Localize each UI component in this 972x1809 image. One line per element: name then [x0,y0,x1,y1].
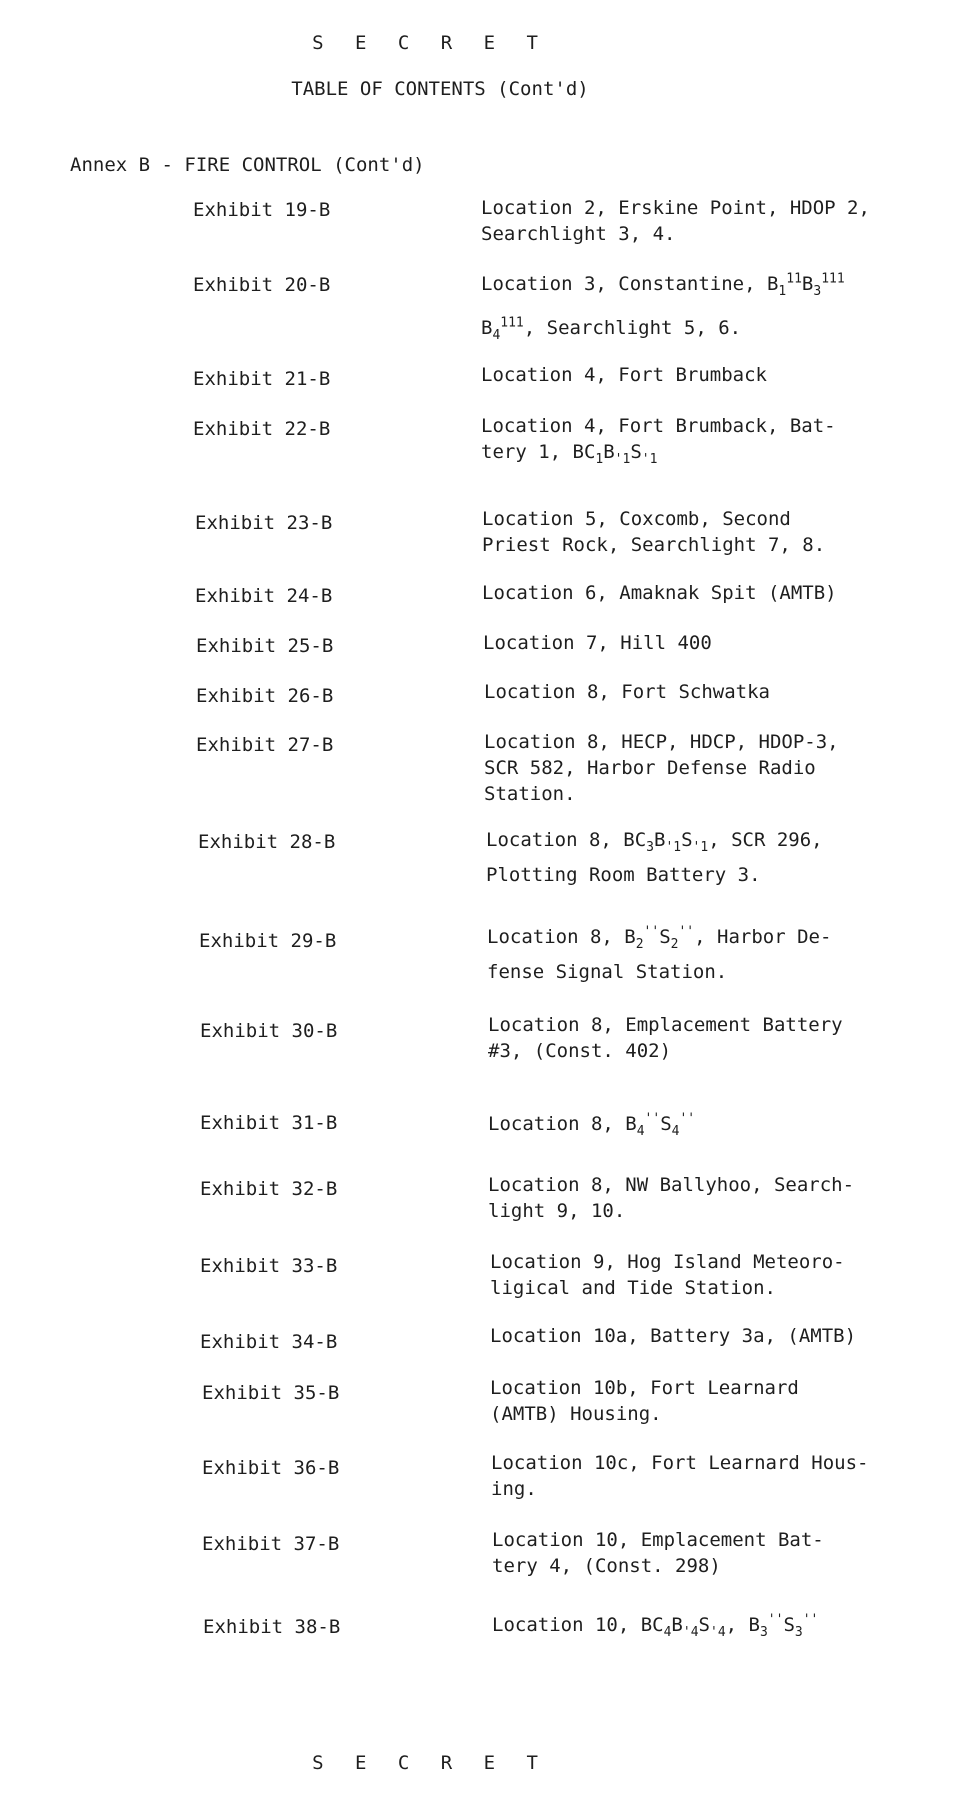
superscript: 111 [500,315,524,331]
superscript: 111 [821,271,845,287]
exhibit-label: Exhibit 33-B [200,1255,338,1277]
exhibit-description [492,1603,912,1647]
exhibit-description [482,506,902,558]
exhibit-description [484,679,904,705]
exhibit-description [490,1375,910,1427]
description-line: Location 2, Erskine Point, HDOP 2, [481,197,870,219]
exhibit-description [491,1450,911,1502]
subscript: 3 [759,1624,768,1640]
exhibit-label: Exhibit 27-B [196,734,334,756]
description-text: tery 1, BC [481,441,596,463]
exhibit-description [492,1527,912,1579]
exhibit-description [481,262,901,350]
description-text: B [801,273,814,295]
subscript: 1 [595,451,604,467]
exhibit-description [481,195,901,247]
subscript: 2 [670,936,679,952]
exhibit-label: Exhibit 36-B [202,1457,340,1479]
exhibit-description [488,1012,908,1064]
description-line: Location 4, Fort Brumback [481,364,767,386]
exhibit-label: Exhibit 28-B [198,831,336,853]
exhibit-label: Exhibit 25-B [196,635,334,657]
exhibit-label: Exhibit 22-B [193,418,331,440]
description-line: Station. [484,783,576,805]
exhibit-label: Exhibit 32-B [200,1178,338,1200]
description-text: Location 8, BC [486,829,647,851]
description-text: Location 8, B [488,1113,637,1135]
description-line: (AMTB) Housing. [490,1403,662,1425]
subscript: '1 [641,451,658,467]
description-line: Location 9, Hog Island Meteoro- [490,1251,845,1273]
description-line: fense Signal Station. [487,961,728,983]
exhibit-label: Exhibit 30-B [200,1020,338,1042]
subscript: 1 [778,283,787,299]
superscript: '' [679,1111,696,1127]
description-line: Priest Rock, Searchlight 7, 8. [482,534,826,556]
subscript: '1 [665,839,682,855]
description-text: , SCR 296, [708,829,823,851]
exhibit-label: Exhibit 35-B [202,1382,340,1404]
page-title: TABLE OF CONTENTS (Cont'd) [291,78,589,100]
superscript: '' [802,1612,819,1628]
subscript: 4 [671,1123,680,1139]
superscript: '' [767,1612,784,1628]
subscript: ' [682,1624,691,1640]
subscript: 3 [794,1624,803,1640]
exhibit-description [490,1249,910,1301]
description-text: , Harbor De- [694,926,832,948]
exhibit-label: Exhibit 19-B [193,199,331,221]
annex-heading: Annex B - FIRE CONTROL (Cont'd) [70,154,425,176]
exhibit-description [488,1172,908,1224]
subscript: '1 [692,839,709,855]
description-line [481,306,901,350]
classification-bottom: S E C R E T [312,1752,548,1774]
description-line: Location 10, $BC_4B_{'4}S_{'4}$, $B_3''S_3''$ [492,1612,819,1640]
subscript: 3 [813,283,822,299]
description-line: Location 8, HECP, HDCP, HDOP-3, [484,731,839,753]
description-line: Location 10, Emplacement Bat- [492,1529,824,1551]
description-line: SCR 582, Harbor Defense Radio [484,757,816,779]
subscript: '1 [614,451,631,467]
subscript: 4 [663,1624,672,1640]
exhibit-description [484,729,904,807]
subscript: 4 [690,1624,699,1640]
description-line: ligical and Tide Station. [490,1277,776,1299]
exhibit-description [481,362,901,388]
exhibit-description [490,1323,910,1349]
description-text: Location 3, Constantine, B [481,273,779,295]
description-text: B [481,317,493,339]
description-line: Location 8, NW Ballyhoo, Search- [488,1174,855,1196]
subscript: 4 [636,1123,645,1139]
description-line: Location 8, $BC_3B_{'1}S_{'1}$, SCR 296, [486,829,823,855]
exhibit-description [488,1102,908,1146]
superscript: 11 [786,271,802,287]
subscript: 3 [646,839,654,855]
description-line: Location 7, Hill 400 [483,632,712,654]
description-line: Location 10c, Fort Learnard Hous- [491,1452,869,1474]
subscript: 2 [635,936,644,952]
description-text: Location 8, B [487,926,636,948]
exhibit-label: Exhibit 20-B [193,274,331,296]
exhibit-description [482,580,902,606]
superscript: '' [678,924,695,940]
description-line: Location 4, Fort Brumback, Bat- [481,415,836,437]
description-text: Location 10, BC [492,1614,664,1636]
description-line: Location 10b, Fort Learnard [490,1377,799,1399]
description-line: Location 10a, Battery 3a, (AMTB) [490,1325,857,1347]
subscript: 4 [492,327,501,343]
exhibit-label: Exhibit 26-B [196,685,334,707]
exhibit-description [486,818,906,888]
description-line: Location 8, Emplacement Battery [488,1014,843,1036]
exhibit-label: Exhibit 34-B [200,1331,338,1353]
exhibit-description [481,413,901,465]
exhibit-label: Exhibit 29-B [199,930,337,952]
exhibit-label: Exhibit 21-B [193,368,331,390]
description-line: #3, (Const. 402) [488,1040,672,1062]
description-line: tery 4, (Const. 298) [492,1555,721,1577]
exhibit-description [483,630,903,656]
description-line: tery 1, $BC_1B_{'1}S_{'1}$ [481,441,658,467]
exhibit-label: Exhibit 24-B [195,585,333,607]
classification-top: S E C R E T [312,32,548,54]
description-line: Location 8, $B_2''S_2''$, Harbor De- [487,924,832,952]
exhibit-label: Exhibit 38-B [203,1616,341,1638]
subscript: 4 [717,1624,726,1640]
description-text: , B [725,1614,760,1636]
description-line: Plotting Room Battery 3. [486,864,761,886]
description-line: light 9, 10. [488,1200,626,1222]
description-line: Location 6, Amaknak Spit (AMTB) [482,582,837,604]
description-text: , Searchlight 5, 6. [523,317,742,339]
exhibit-label: Exhibit 37-B [202,1533,340,1555]
description-line: Location 8, $B_4''S_4''$ [488,1111,696,1139]
exhibit-label: Exhibit 23-B [195,512,333,534]
description-line: Searchlight 3, 4. [481,223,676,245]
description-line [481,262,901,306]
exhibit-label: Exhibit 31-B [200,1112,338,1134]
description-line: Location 5, Coxcomb, Second [482,508,791,530]
superscript: '' [644,1111,661,1127]
subscript: ' [709,1624,718,1640]
description-line: ing. [491,1478,537,1500]
exhibit-description [487,915,907,985]
superscript: '' [643,924,660,940]
description-line: Location 8, Fort Schwatka [484,681,770,703]
